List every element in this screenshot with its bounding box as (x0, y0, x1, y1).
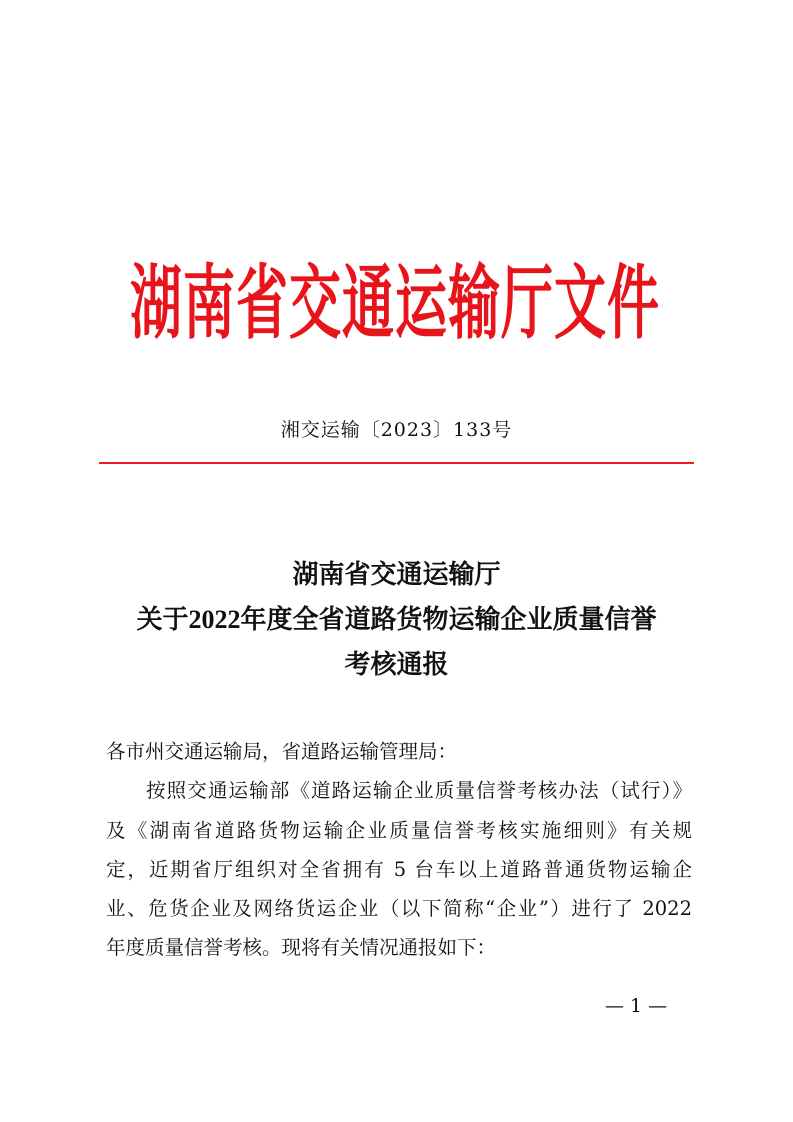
document-title (0, 552, 793, 687)
paragraph-line: 及《湖南省道路货物运输企业质量信誉考核实施细则》有关规 (106, 818, 692, 842)
paragraph-line: 年度质量信誉考核。现将有关情况通报如下： (106, 936, 497, 960)
salutation: 各市州交通运输局，省道路运输管理局： (106, 740, 458, 763)
paragraph-line: 按照交通运输部《道路运输企业质量信誉考核办法（试行）》 (146, 779, 692, 803)
issuer-header: 湖南省交通运输厅文件 (129, 256, 660, 351)
document-body (106, 732, 692, 968)
title-line: 考核通报 (344, 650, 449, 679)
document-number: 湘交运输〔2023〕133号 (280, 419, 513, 441)
red-divider (99, 462, 694, 464)
paragraph-line: 业、危货企业及网络货运企业（以下简称“企业”）进行了 2022 (106, 897, 692, 921)
title-line: 湖南省交通运输厅 (292, 560, 501, 589)
page-number: — 1 — (605, 995, 668, 1017)
title-line: 关于2022年度全省道路货物运输企业质量信誉 (136, 605, 657, 634)
paragraph-line: 定，近期省厅组织对全省拥有 5 台车以上道路普通货物运输企 (106, 857, 692, 881)
